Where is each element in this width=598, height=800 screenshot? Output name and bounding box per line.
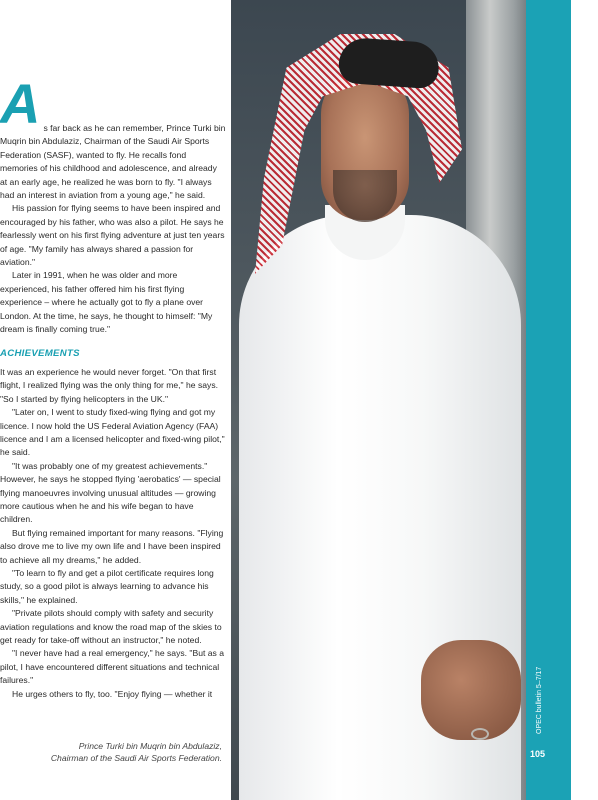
clasped-hands (421, 640, 521, 740)
section-heading-achievements: ACHIEVEMENTS (0, 347, 80, 359)
section-paragraph-4: But flying remained important for many reasons. "Flying also drove me to live my own life and I have been inspired to achieve all my dreams," he added. (0, 527, 224, 565)
portrait-photo (231, 0, 526, 800)
page-margin (571, 0, 598, 800)
article-body (0, 72, 226, 701)
page-number: 105 (530, 749, 546, 759)
paragraph-2: His passion for flying seems to have been inspired and encouraged by his father, who was also a pilot. He says he fearlessly went on his first flying adventure at just ten years of age. "My family has always shared a passion for aviation." (0, 203, 225, 268)
caption-line-1: Prince Turki bin Muqrin bin Abdulaziz, (78, 741, 222, 751)
section-paragraph-5: "To learn to fly and get a pilot certificate requires long study, so a good pilot is always learning to advance his skills," he explained. (0, 568, 214, 605)
caption-line-2: Chairman of the Saudi Air Sports Federation. (50, 753, 222, 763)
section-paragraph-1: It was an experience he would never forget. "On that first flight, I realized flying was the only thing for me," he says. "So I started by flying helicopters in the UK." (0, 366, 218, 404)
section-paragraph-6: "Private pilots should comply with safety and security aviation regulations and know the road map of the skies to get ready for take-off without an instructor," he noted. (0, 608, 222, 646)
ring (471, 728, 489, 740)
accent-sidebar (526, 0, 571, 800)
publication-label: OPEC bulletin 5–7/17 (536, 666, 543, 734)
paragraph-1: s far back as he can remember, Prince Turki bin Muqrin bin Abdulaziz, Chairman of the Saudi Air Sports Federation (SASF), wanted to fly. He recalls fond memories of his childhood and adolescence, and already at an early age, he realized he was born to fly. "I always had an interest in aviation from a young age," he said. (0, 123, 226, 201)
section-paragraph-3: "It was probably one of my greatest achievements." However, he says he stopped flying 'aerobatics' — special flying manoeuvres involving unusual altitudes — growing more cautious when he and his wife began to have children. (0, 460, 221, 525)
drop-cap: A (0, 72, 41, 135)
section-paragraph-2: "Later on, I went to study fixed-wing flying and got my licence. I now hold the US Federal Aviation Agency (FAA) licence and I am a licensed helicopter and fixed-wing pilot," he said. (0, 407, 225, 458)
section-paragraph-7: "I never have had a real emergency," he says. "But as a pilot, I have encountered different situations and technical failures." (0, 648, 225, 686)
paragraph-3: Later in 1991, when he was older and more experienced, his father offered him his first flying experience – where he actually got to fly a plane over London. At the time, he says, he thought to himself: "My dream is finally coming true." (0, 270, 213, 335)
photo-caption (2, 740, 222, 764)
black-agal (338, 37, 441, 90)
section-paragraph-8: He urges others to fly, too. "Enjoy flying — whether it (12, 688, 213, 699)
